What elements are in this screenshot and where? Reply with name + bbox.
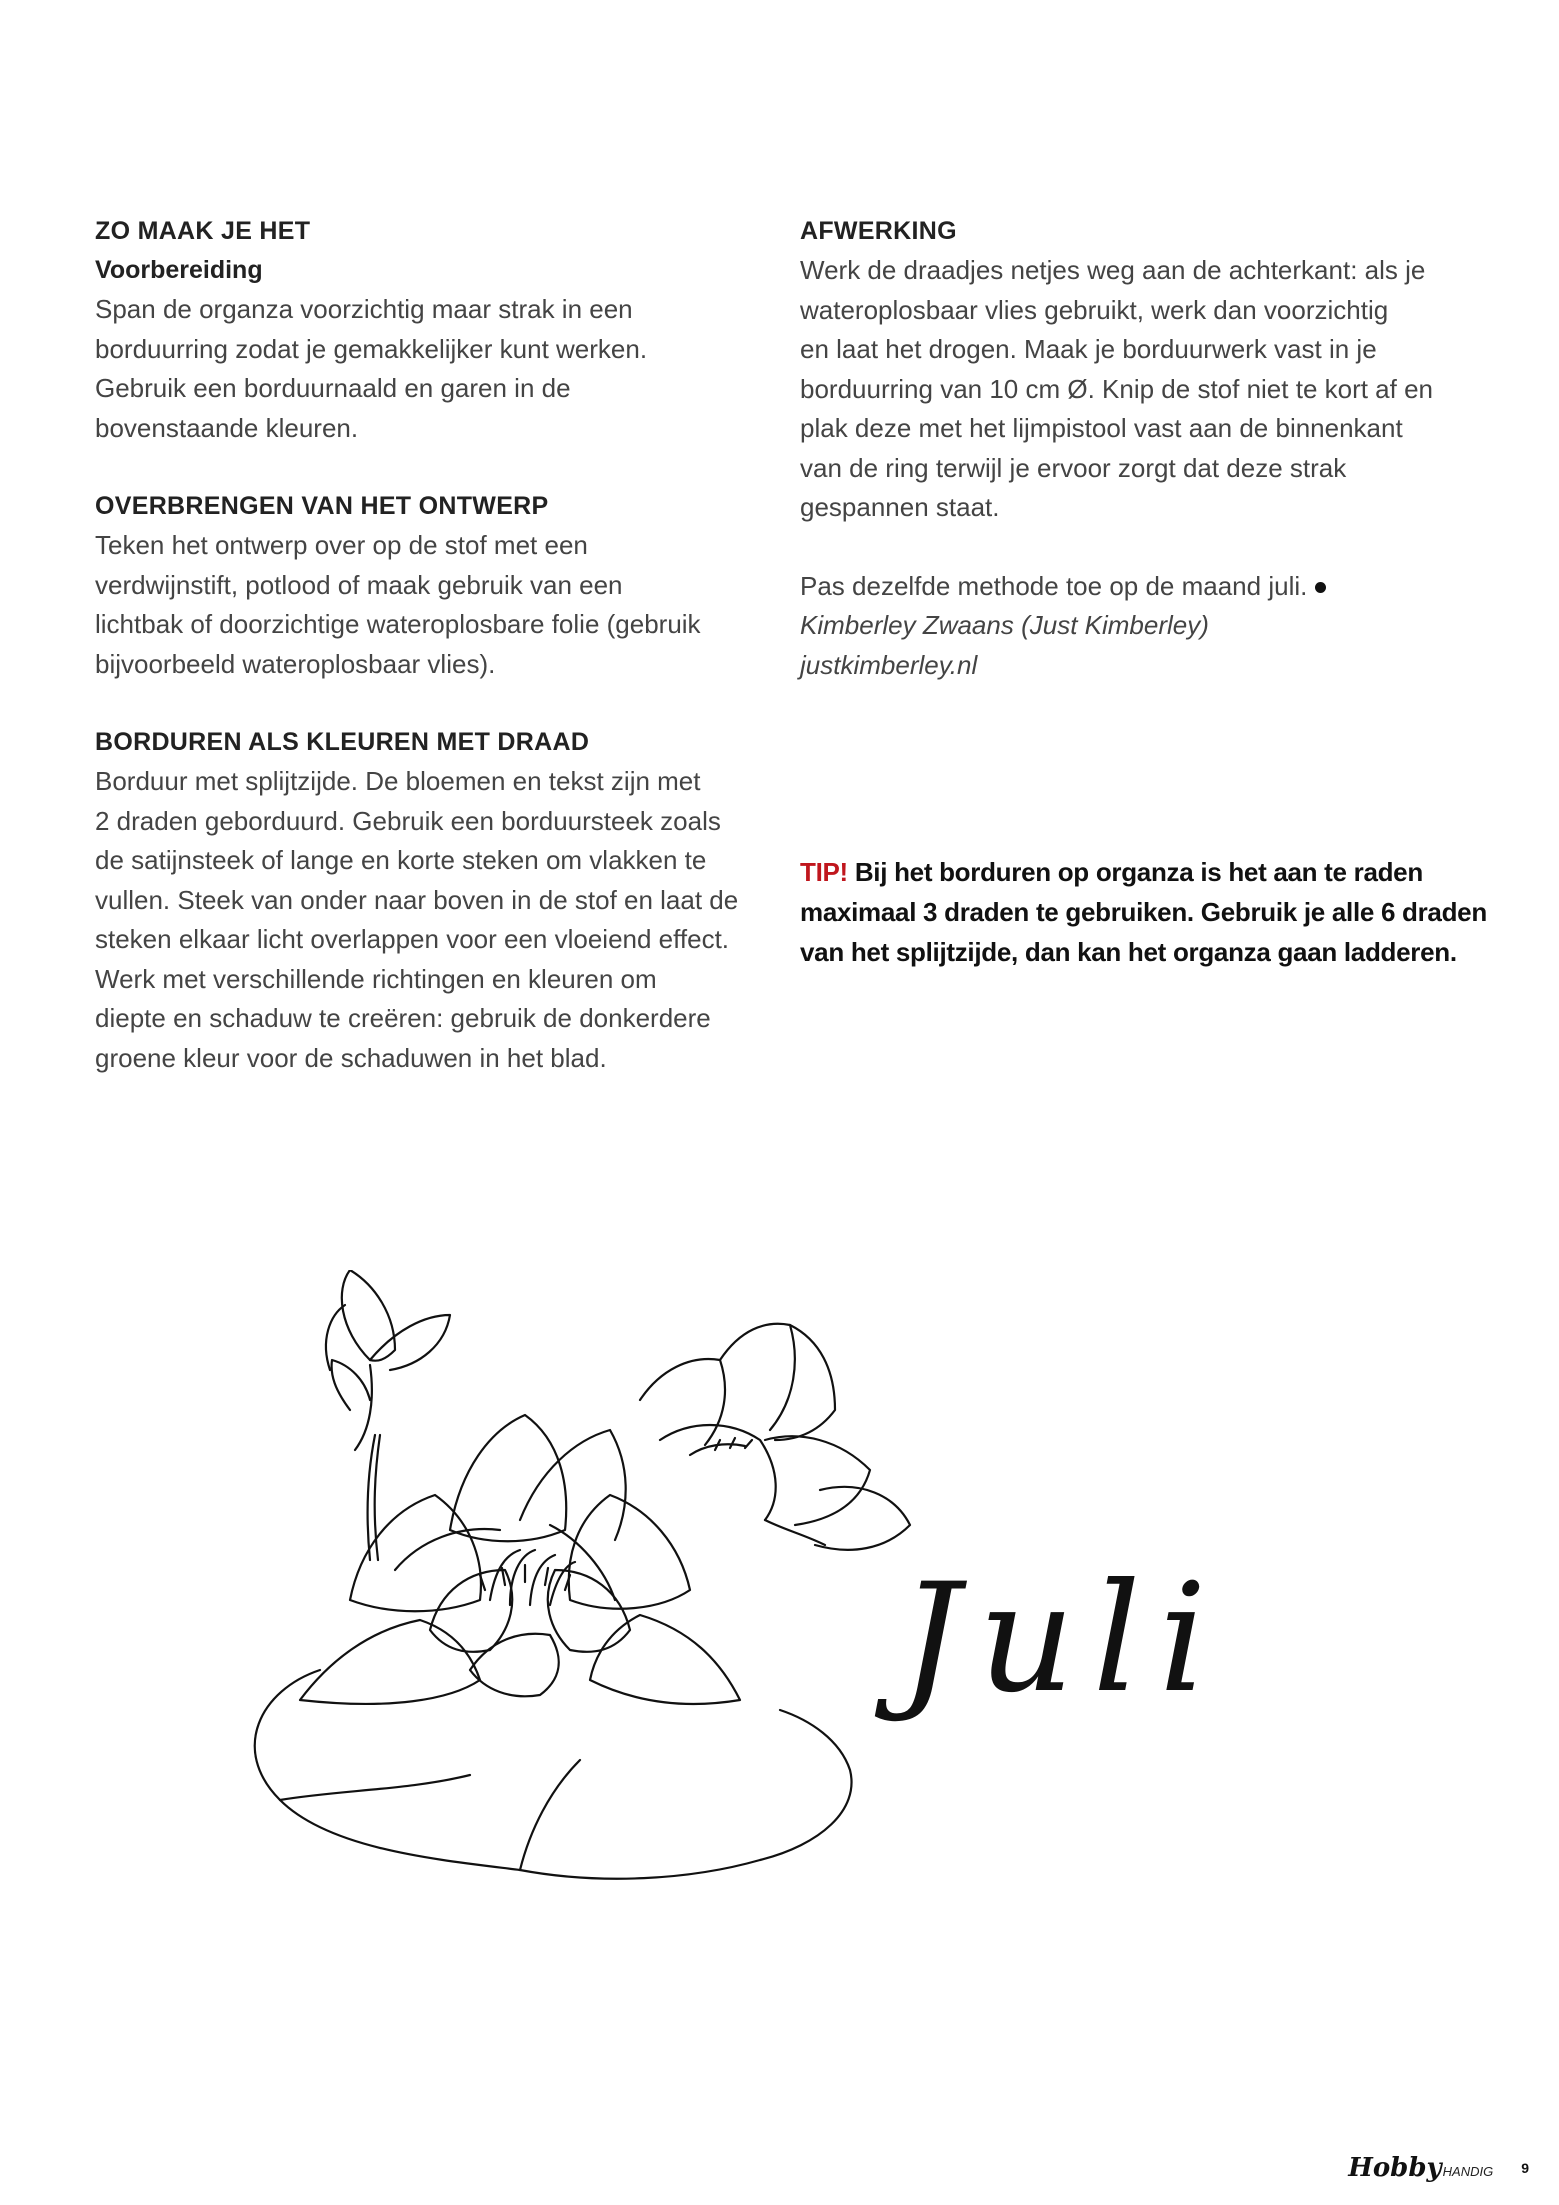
paragraph-line: Gebruik een borduurnaald en garen in de: [95, 373, 571, 403]
page-number: 9: [1521, 2160, 1529, 2176]
paragraph-line: Werk met verschillende richtingen en kleuren om: [95, 963, 657, 994]
paragraph-line: en laat het drogen. Maak je borduurwerk vast in je: [800, 334, 1377, 364]
paragraph-line: Werk de draadjes netjes weg aan de achterkant: als je: [800, 255, 1426, 285]
paragraph-line: diepte en schaduw te creëren: gebruik de donkerdere: [95, 1003, 711, 1033]
section-heading: OVERBRENGEN VAN HET ONTWERP: [95, 492, 549, 520]
paragraph-line: wateroplosbaar vlies gebruikt, werk dan voorzichtig: [800, 294, 1389, 325]
magazine-logo: [1348, 2153, 1493, 2183]
section-subheading: Voorbereiding: [95, 256, 263, 284]
tip-box: [800, 852, 1500, 972]
right-flower-petals: [640, 1359, 725, 1445]
logo-suffix: HANDIG: [1442, 2164, 1494, 2179]
author-website: justkimberley.nl: [800, 649, 978, 680]
lotus-bud: [342, 1270, 395, 1361]
tip-line: maximaal 3 draden te gebruiken. Gebruik je alle 6 draden: [800, 897, 1487, 927]
paragraph-line: vullen. Steek van onder naar boven in de stof en laat de: [95, 884, 739, 915]
script-word-juli: Juli: [900, 1552, 1225, 1726]
section-afwerking: [800, 212, 1480, 528]
paragraph-line: groene kleur voor de schaduwen in het blad.: [95, 1042, 607, 1073]
section-heading: AFWERKING: [800, 217, 957, 245]
paragraph-line: bovenstaande kleuren.: [95, 412, 359, 443]
paragraph-line: borduurring van 10 cm Ø. Knip de stof niet te kort af en: [800, 373, 1434, 404]
paragraph-line: verdwijnstift, potlood of maak gebruik van een: [95, 569, 623, 600]
lily-pad-shape: [255, 1670, 852, 1879]
section-borduren: [95, 723, 775, 1078]
paragraph-line: Teken het ontwerp over op de stof met een: [95, 530, 588, 560]
left-column: [95, 212, 775, 1117]
logo-word: Hobby: [1348, 2153, 1442, 2183]
paragraph-line: plak deze met het lijmpistool vast aan de binnenkant: [800, 413, 1403, 443]
closing-line: [800, 567, 1480, 607]
paragraph-line: steken elkaar licht overlappen voor een vloeiend effect.: [95, 924, 730, 954]
end-bullet-icon: [1315, 582, 1326, 593]
paragraph-line: borduurring zodat je gemakkelijker kunt werken.: [95, 333, 648, 364]
tip-line: van het splijtzijde, dan kan het organza gaan ladderen.: [800, 937, 1457, 967]
paragraph-line: 2 draden geborduurd. Gebruik een borduursteek zoals: [95, 805, 721, 836]
section-heading: BORDUREN ALS KLEUREN MET DRAAD: [95, 728, 590, 756]
closing-text: Pas dezelfde methode toe op de maand juli.: [800, 570, 1308, 601]
paragraph-line: gespannen staat.: [800, 492, 1000, 522]
main-flower-petals: [300, 1620, 480, 1704]
paragraph-line: Borduur met splijtzijde. De bloemen en tekst zijn met: [95, 766, 701, 796]
paragraph-line: van de ring terwijl je ervoor zorgt dat deze strak: [800, 452, 1347, 483]
section-overbrengen: [95, 487, 775, 684]
water-lily-illustration: [220, 1270, 1260, 1930]
right-column: [800, 212, 1480, 724]
tip-text: Bij het borduren op organza is het aan te raden: [847, 857, 1423, 887]
paragraph-line: lichtbak of doorzichtige wateroplosbare folie (gebruik: [95, 609, 701, 639]
tip-label: TIP!: [800, 857, 848, 887]
section-zo-maak-je-het: [95, 212, 775, 448]
section-heading: ZO MAAK JE HET: [95, 217, 311, 245]
paragraph-line: de satijnsteek of lange en korte steken om vlakken te: [95, 845, 707, 875]
page-footer: [1348, 2153, 1529, 2183]
tip-line: [800, 852, 1500, 892]
author-name: Kimberley Zwaans (Just Kimberley): [800, 610, 1209, 640]
section-credits: [800, 567, 1480, 686]
paragraph-line: Span de organza voorzichtig maar strak in een: [95, 294, 633, 324]
paragraph-line: bijvoorbeeld wateroplosbaar vlies).: [95, 648, 496, 679]
